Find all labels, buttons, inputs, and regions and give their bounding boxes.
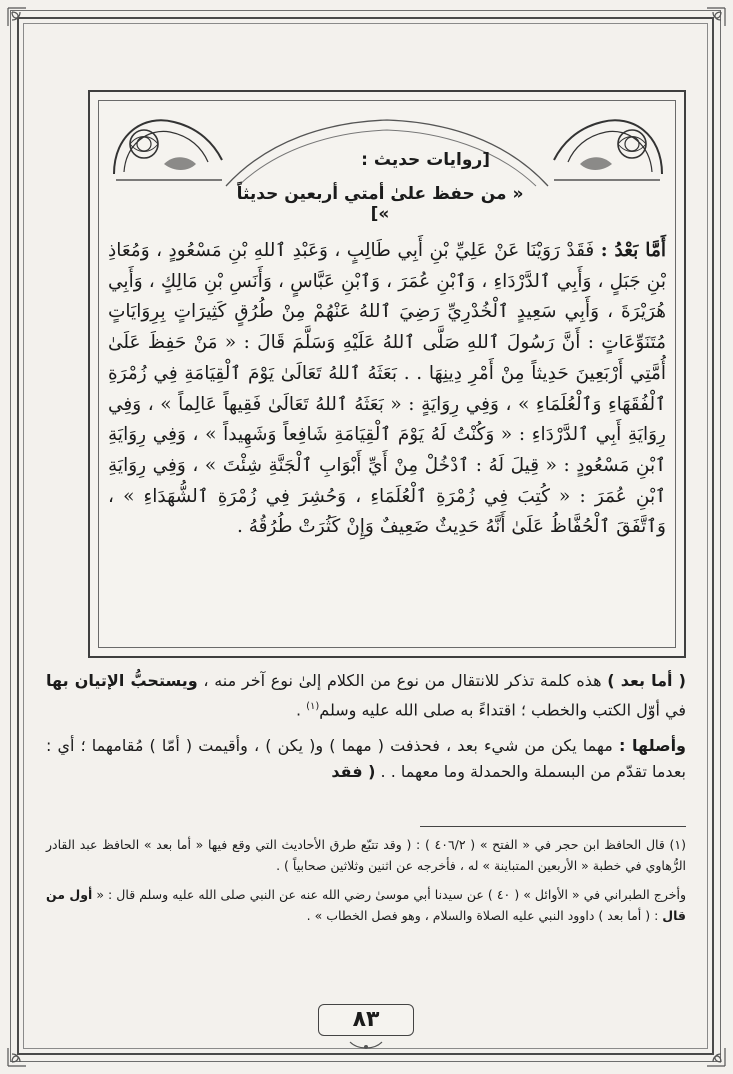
floral-arabesque-icon [104,104,224,190]
footnote-bold-phrase: أول من قال [46,887,686,923]
page-number: ٨٣ [352,1007,380,1032]
page-number-ornament-icon [348,1038,384,1052]
section-subtitle: « من حفظ علىٰ أمتي أربعين حديثاً »] [236,184,524,224]
commentary-text-2: في أوّل الكتب والخطب ؛ اقتداءً به صلى الله عليه وسلم [319,700,686,720]
commentary-term-asluha: وأصلها : [619,736,687,756]
commentary-continuation: ( فقد [331,762,376,782]
footnote-1: (١) قال الحافظ ابن حجر في « الفتح » ( ٤٠٦/٢ ) : ( وقد تتبّع طرق الأحاديث التي وقع فيها « أما بعد » الحافظ عبد القادر الرُّهاوي في خطبة « الأربعين المتباينة » له ، فأخرجه عن اثنين وثلاثين صحابياً ) . [46,837,686,873]
matn-lead: أَمَّا بَعْدُ : [600,240,666,261]
section-title: [روايات حديث : [361,150,490,170]
corner-ornament-icon [6,1034,40,1068]
footnote-separator [420,826,686,827]
commentary-term-amma-bad: ( أما بعد ) [607,671,686,690]
footnote-1-continued [46,884,686,926]
commentary-text-3: مهما يكن من شيء بعد ، فحذفت ( مهما ) و( يكن ) ، وأقيمت ( أمّا ) مُقامهما ؛ أي : بعدما تقدّم من البسملة والحمدلة وما معهما . . [46,736,686,782]
corner-ornament-icon [693,6,727,40]
hadith-matn [108,236,666,543]
matn-text: فَقَدْ رَوَيْنَا عَنْ عَلِيِّ بْنِ أَبِي طَالِبٍ ، وَعَبْدِ ٱللهِ بْنِ مَسْعُودٍ ، وَمُعَاذِ بْنِ جَبَلٍ ، وَأَبِي ٱلدَّرْدَاءِ ، وَٱبْنِ عُمَرَ ، وَٱبْنِ عَبَّاسٍ ، وَأَنَسِ بْنِ مَالِكٍ ، وَأَبِي هُرَيْرَةَ ، وَأَبِي سَعِيدٍ ٱلْخُدْرِيِّ رَضِيَ ٱللهُ عَنْهُمْ مِنْ طُرُقٍ كَثِيرَاتٍ بِرِوَايَاتٍ مُتَنَوِّعَاتٍ : أَنَّ رَسُولَ ٱللهِ صَلَّى ٱللهُ عَلَيْهِ وَسَلَّمَ قَالَ : « مَنْ حَفِظَ عَلَىٰ أُمَّتِي أَرْبَعِينَ حَدِيثاً مِنْ أَمْرِ دِينِهَا . . بَعَثَهُ ٱللهُ تَعَالَىٰ يَوْمَ ٱلْقِيَامَةِ فِي زُمْرَةِ ٱلْفُقَهَاءِ وَٱلْعُلَمَاءِ » ، وَفِي رِوَايَةٍ : « بَعَثَهُ ٱللهُ تَعَالَىٰ فَقِيهاً عَالِماً » ، وَفِي رِوَايَةِ أَبِي ٱلدَّرْدَاءِ : « وَكُنْتُ لَهُ يَوْمَ ٱلْقِيَامَةِ شَافِعاً وَشَهِيداً » ، وَفِي رِوَايَةِ ٱبْنِ مَسْعُودٍ : « قِيلَ لَهُ : ٱدْخُلْ مِنْ أَيِّ أَبْوَابِ ٱلْجَنَّةِ شِئْتَ » ، وَفِي رِوَايَةِ ٱبْنِ عُمَرَ : « كُتِبَ فِي زُمْرَةِ ٱلْعُلَمَاءِ ، وَحُشِرَ فِي زُمْرَةِ ٱلشُّهَدَاءِ » ، وَٱتَّفَقَ ٱلْحُفَّاظُ عَلَىٰ أَنَّهُ حَدِيثٌ ضَعِيفٌ وَإِنْ كَثُرَتْ طُرُقُهُ . [108,240,666,538]
footnotes [46,834,686,926]
footnote-text-a: وأخرج الطبراني في « الأوائل » ( ٤٠ ) عن سيدنا أبي موسىٰ رضي الله عنه عن النبي صلى الله عليه وسلم قال : « [96,887,686,902]
corner-ornament-icon [6,6,40,40]
footnote-text-b: : ( أما بعد ) داوود النبي عليه الصلاة والسلام ، وهو فصل الخطاب » . [306,908,659,923]
commentary-term-istihbab: ويستحبُّ الإتيان بها [46,671,198,690]
footnote-ref[interactable]: (١) [306,701,320,712]
corner-ornament-icon [693,1034,727,1068]
commentary: ( أما بعد ) هذه كلمة تذكر للانتقال من نوع من الكلام إلىٰ نوع آخر منه ، ويستحبُّ الإتيان بها في أوّل الكتب والخطب ؛ اقتداءً به صلى الله عليه وسلم$^{(١)}$ . وأصلها : مهما يكن من شيء بعد ، فحذفت ( مهما ) و( يكن ) ، وأقيمت ( أمّا ) مُقامهما ؛ أي : بعدما تقدّم من البسملة والحمدلة وما معهما . . ( فقد [46,671,687,782]
commentary-text-1: هذه كلمة تذكر للانتقال من نوع من الكلام إلىٰ نوع آخر منه ، [203,671,602,690]
floral-arabesque-icon [552,104,672,190]
